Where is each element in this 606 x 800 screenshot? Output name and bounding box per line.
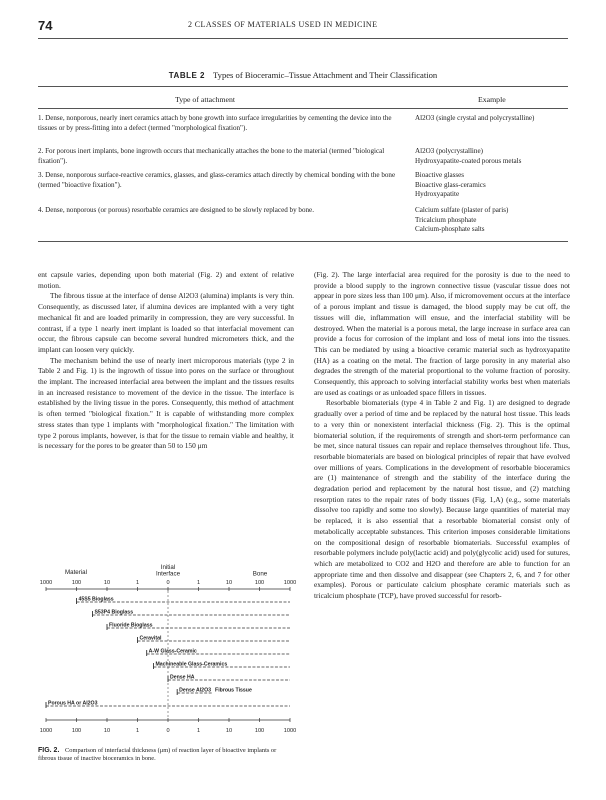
example-item: Al2O3 (single crystal and polycrystalline)	[415, 114, 535, 122]
series-label: Fluoride Bioglass	[109, 622, 153, 629]
series-label: Dense HA	[170, 674, 195, 681]
top-tick-label: 100	[71, 580, 82, 586]
example-item: Hydroxyapatite-coated porous metals	[415, 156, 522, 165]
example-item: Calcium-phosphate salts	[415, 225, 485, 234]
example-list-3	[415, 171, 605, 200]
attachment-type-3: 3. Dense, nonporous surface-reactive ceramics, glasses, and glass-ceramics attach directly by chemical bonding with the bone (termed "bioactive fixation").	[38, 171, 396, 189]
top-tick-label: 10	[225, 580, 233, 586]
right-column	[314, 270, 570, 602]
bottom-tick-label: 0	[166, 728, 170, 734]
top-label-material: Material	[64, 569, 88, 576]
figure-caption	[38, 747, 294, 764]
bottom-tick-label: 1	[135, 728, 140, 734]
top-label-interface: Interface	[155, 570, 181, 578]
top-tick-label: 0	[166, 580, 170, 586]
example-item: Bioactive glass-ceramics	[415, 180, 486, 189]
series-note: Fibrous Tissue	[215, 687, 252, 694]
paragraph: The fibrous tissue at the interface of dense Al2O3 (alumina) implants is very thin. Consequently, as discussed later, if alumina devices are implanted with a very tight mechanical fit and are loaded primarily in compression, they are very successful. In contrast, if a type 1 nearly inert implant is loaded so that interfacial movement can occur, the fibrous capsule can become several hundred micrometers thick, and the implant can loosen very quickly.	[38, 291, 294, 354]
figure-caption-text: Comparison of interfacial thickness (μm) of reaction layer of bioactive implants or fibrous tissue of inactive bioceramics in bone.	[38, 747, 277, 763]
example-item: Calcium sulfate (plaster of paris)	[415, 206, 509, 214]
top-label-bone: Bone	[252, 570, 268, 578]
chapter-title: 2 CLASSES OF MATERIALS USED IN MEDICINE	[188, 20, 378, 29]
paragraph: Resorbable biomaterials (type 4 in Table 2 and Fig. 1) are designed to degrade gradually over a period of time and be replaced by the natural host tissue. This leads to a very thin or nonexistent interfacial thickness (Fig. 2). This is the optimal biomaterial solution, if the requirements of strength and short-term performance can be met, since natural tissues can repair and replace themselves throughout life. Thus, resorbable biomaterials are based on biological principles of repair that have evolved over millions of years. Complications in the development of resorbable bioceramics are (1) maintenance of strength and the stability of the interface during the degradation period and replacement by the natural host tissue, and (2) matching resorption rates to the repair rates of body tissues (Fig. 1,A) (e.g., some materials dissolve too rapidly and some too slowly). Because large quantities of material may be replaced, it is also essential that a resorbable biomaterial consist only of metabolically acceptable substances. This criterion imposes considerable limitations on the compositional design of resorbable biomaterials. Successful examples of resorbable polymers include poly(lactic acid) and poly(glycolic acid) used for sutures, which are metabolized to CO2 and H2O and therefore are able to function for an appropriate time and then dissolve and disappear (see Chapters 2, 6, and 7 for other examples). Porous or particulate calcium phosphate ceramic materials such as tricalcium phosphate (TCP), have proved successful for resorb-	[314, 398, 570, 601]
example-list-4	[415, 206, 605, 235]
example-item: Bioactive glasses	[415, 171, 465, 179]
bottom-tick-label: 100	[71, 728, 82, 734]
table-header-example: Example	[478, 95, 506, 104]
table-bottom-rule	[38, 241, 568, 242]
series-label: A-W Glass-Ceramic	[148, 648, 197, 655]
header-rule	[38, 38, 568, 39]
paragraph: The mechanism behind the use of nearly inert microporous materials (type 2 in Table 2 and Fig. 1) is the ingrowth of tissue into pores on the surface or throughout the implant. The increased interfacial area between the implant and the tissues results in an increased resistance to movement of the device in the tissue. The interface is established by the living tissue in the pores. Consequently, this method of attachment is often termed "biological fixation." It is capable of withstanding more complex stress states than type 1 implants with "morphological fixation." The limitation with type 2 porous implants, however, is that for the tissue to remain viable and healthy, it is necessary for the pores to be greater than 50 to 150 μm	[38, 355, 294, 451]
attachment-type-4: 4. Dense, nonporous (or porous) resorbable ceramics are designed to be slowly replaced by bone.	[38, 206, 314, 214]
top-tick-label: 1	[135, 580, 140, 586]
series-label: Porous HA or Al2O3	[48, 700, 98, 707]
series-label: Dense Al2O3	[179, 687, 211, 694]
example-list-2	[415, 147, 605, 166]
paragraph: ent capsule varies, depending upon both material (Fig. 2) and extent of relative motion.	[38, 270, 294, 290]
attachment-type-2: 2. For porous inert implants, bone ingrowth occurs that mechanically attaches the bone to the material (termed "biological fixation").	[38, 147, 385, 165]
bottom-tick-label: 10	[103, 728, 111, 734]
figure-label: FIG. 2.	[38, 747, 60, 754]
top-tick-label: 1	[196, 580, 201, 586]
top-tick-label: 1000	[39, 580, 53, 586]
table-caption	[38, 70, 568, 80]
top-label-initial: Initial	[160, 564, 176, 571]
table-header-type: Type of attachment	[175, 95, 236, 104]
interface-thickness-chart	[38, 560, 298, 740]
top-tick-label: 100	[254, 580, 265, 586]
bottom-tick-label: 100	[254, 728, 265, 734]
example-item: Al2O3 (polycrystalline)	[415, 147, 483, 155]
example-list-1	[415, 114, 605, 124]
example-item: Tricalcium phosphate	[415, 215, 477, 224]
page-number: 74	[38, 18, 53, 33]
bottom-tick-label: 1000	[39, 728, 53, 734]
attachment-type-1: 1. Dense, nonporous, nearly inert ceramics attach by bone growth into surface irregularities by cementing the device into the tissues or by press-fitting into a defect (termed "morphological fixation").	[38, 114, 392, 132]
bottom-tick-label: 1	[196, 728, 201, 734]
table-header-rule	[38, 108, 568, 109]
bottom-tick-label: 10	[225, 728, 233, 734]
series-label: Ceravital	[139, 635, 162, 642]
table-top-rule	[38, 86, 568, 87]
series-label: 45S5 Bioglass	[78, 596, 114, 603]
running-head	[38, 18, 568, 32]
table-title: Types of Bioceramic–Tissue Attachment and Their Classification	[213, 70, 438, 80]
left-column	[38, 270, 294, 452]
series-label: Machineable Glass-Ceramics	[155, 661, 228, 668]
top-tick-label: 10	[103, 580, 111, 586]
top-tick-label: 1000	[283, 580, 297, 586]
series-label: S53P4 Bioglass	[94, 609, 134, 616]
table-label: TABLE 2	[168, 71, 205, 80]
example-item: Hydroxyapatite	[415, 190, 460, 199]
figure-2	[38, 560, 298, 740]
bottom-tick-label: 1000	[283, 728, 297, 734]
paragraph: (Fig. 2). The large interfacial area required for the porosity is due to the need to provide a blood supply to the ingrown connective tissue (vascular tissue does not appear in pore sizes less than 100 μm). Also, if micromovement occurs at the interface of a porous implant and tissue is damaged, the blood supply may be cut off, the tissues will die, inflammation will ensue, and the interfacial stability will be destroyed. When the material is a porous metal, the large increase in surface area can provide a focus for corrosion of the implant and loss of metal ions into the tissues. This can be mediated by using a bioactive ceramic material such as hydroxyapatite (HA) as a coating on the metal. The fraction of large porosity in any material also degrades the strength of the material proportional to the volume fraction of porosity. Consequently, this approach to solving interfacial stability works best when materials are used as coatings or as unloaded space fillers in tissues.	[314, 270, 570, 397]
